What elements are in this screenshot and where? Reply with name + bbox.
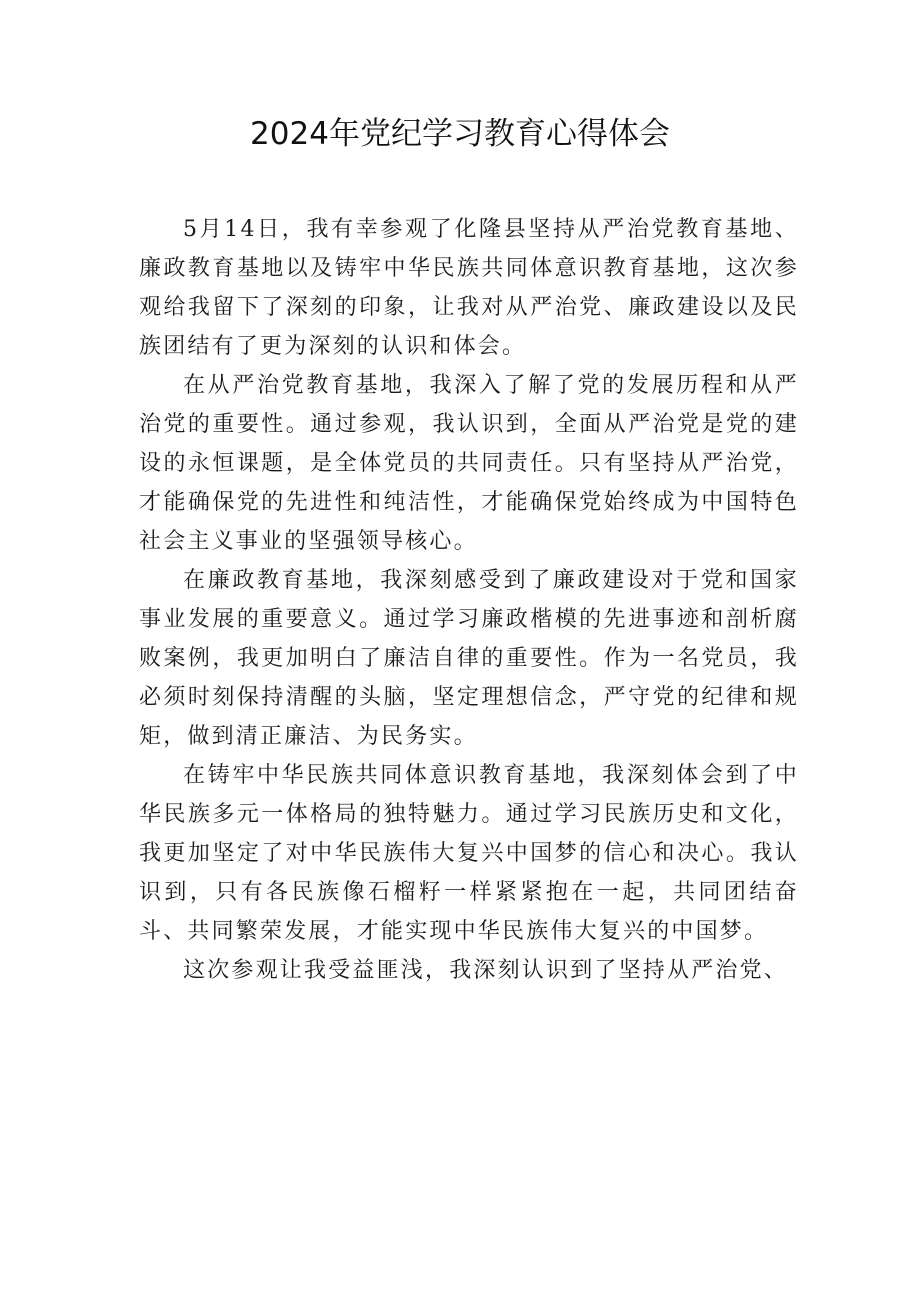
paragraph-4: 在铸牢中华民族共同体意识教育基地，我深刻体会到了中华民族多元一体格局的独特魅力。通过学习民族历史和文化，我更加坚定了对中华民族伟大复兴中国梦的信心和决心。我认识到，只有各民族像石榴籽一样紧紧抱在一起，共同团结奋斗、共同繁荣发展，才能实现中华民族伟大复兴的中国梦。 — [139, 763, 799, 944]
document-body — [139, 210, 799, 990]
paragraph-2: 在从严治党教育基地，我深入了解了党的发展历程和从严治党的重要性。通过参观，我认识到，全面从严治党是党的建设的永恒课题，是全体党员的共同责任。只有坚持从严治党，才能确保党的先进性和纯洁性，才能确保党始终成为中国特色社会主义事业的坚强领导核心。 — [139, 373, 799, 554]
paragraph-1: 5月14日，我有幸参观了化隆县坚持从严治党教育基地、廉政教育基地以及铸牢中华民族共同体意识教育基地，这次参观给我留下了深刻的印象，让我对从严治党、廉政建设以及民族团结有了更为深刻的认识和体会。 — [139, 217, 799, 359]
paragraph-5: 这次参观让我受益匪浅，我深刻认识到了坚持从严治党、 — [183, 958, 789, 983]
document-title: 2024年党纪学习教育心得体会 — [250, 116, 670, 152]
paragraph-3: 在廉政教育基地，我深刻感受到了廉政建设对于党和国家事业发展的重要意义。通过学习廉政楷模的先进事迹和剖析腐败案例，我更加明白了廉洁自律的重要性。作为一名党员，我必须时刻保持清醒的头脑，坚定理想信念，严守党的纪律和规矩，做到清正廉洁、为民务实。 — [139, 568, 799, 749]
